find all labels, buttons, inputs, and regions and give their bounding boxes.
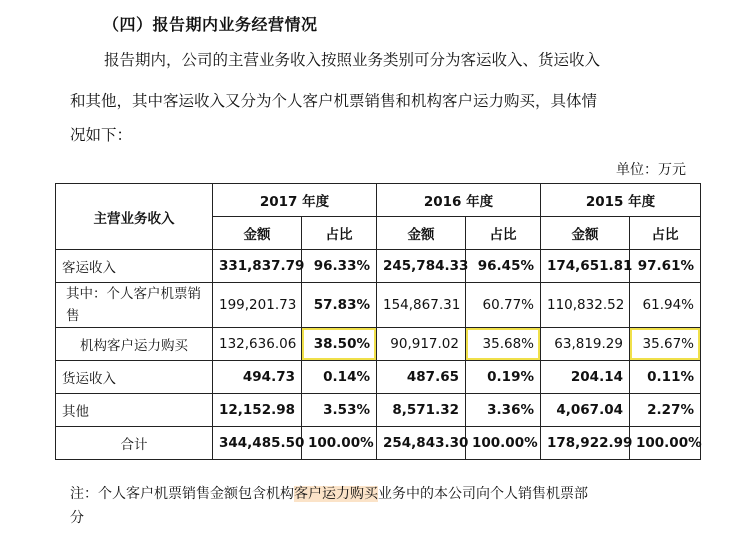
cell-ratio: 2.27% bbox=[630, 394, 701, 427]
cell-amount: 4,067.04 bbox=[541, 394, 630, 427]
cell-ratio: 0.11% bbox=[630, 361, 701, 394]
intro-line-2: 和其他，其中客运收入又分为个人客户机票销售和机构客户运力购买，具体情 bbox=[70, 92, 598, 110]
footnote-suffix: 业务中的本公司向个人销售机票部 bbox=[378, 486, 588, 502]
row-label: 客运收入 bbox=[56, 250, 213, 283]
ratio-header: 占比 bbox=[466, 217, 541, 250]
cell-amount: 331,837.79 bbox=[213, 250, 302, 283]
cell-ratio: 3.36% bbox=[466, 394, 541, 427]
table-row bbox=[56, 283, 701, 328]
cell-ratio: 61.94% bbox=[630, 283, 701, 328]
revenue-table bbox=[55, 183, 701, 460]
cell-amount: 12,152.98 bbox=[213, 394, 302, 427]
row-header-cell: 主营业务收入 bbox=[56, 184, 213, 250]
row-label: 货运收入 bbox=[56, 361, 213, 394]
table-row bbox=[56, 394, 701, 427]
cell-ratio: 0.19% bbox=[466, 361, 541, 394]
table-row bbox=[56, 361, 701, 394]
year-header-2015: 2015 年度 bbox=[541, 184, 701, 217]
intro-line-3: 况如下： bbox=[70, 126, 133, 144]
row-label: 机构客户运力购买 bbox=[56, 328, 213, 361]
row-label: 合计 bbox=[56, 427, 213, 460]
cell-ratio: 60.77% bbox=[466, 283, 541, 328]
cell-amount: 63,819.29 bbox=[541, 328, 630, 361]
cell-ratio: 3.53% bbox=[302, 394, 377, 427]
cell-ratio: 97.61% bbox=[630, 250, 701, 283]
cell-amount: 8,571.32 bbox=[377, 394, 466, 427]
cell-ratio-highlighted: 35.68% bbox=[466, 328, 541, 361]
cell-amount: 90,917.02 bbox=[377, 328, 466, 361]
unit-label: 单位：万元 bbox=[616, 162, 686, 178]
cell-amount: 254,843.30 bbox=[377, 427, 466, 460]
cell-ratio: 100.00% bbox=[466, 427, 541, 460]
cell-ratio: 96.33% bbox=[302, 250, 377, 283]
cell-ratio: 57.83% bbox=[302, 283, 377, 328]
cell-amount: 494.73 bbox=[213, 361, 302, 394]
cell-ratio: 96.45% bbox=[466, 250, 541, 283]
cell-ratio-highlighted: 35.67% bbox=[630, 328, 701, 361]
year-header-2016: 2016 年度 bbox=[377, 184, 541, 217]
table-row bbox=[56, 328, 701, 361]
footnote-line-2: 分 bbox=[70, 510, 84, 526]
ratio-header: 占比 bbox=[302, 217, 377, 250]
cell-ratio: 0.14% bbox=[302, 361, 377, 394]
cell-amount: 245,784.33 bbox=[377, 250, 466, 283]
amount-header: 金额 bbox=[541, 217, 630, 250]
footnote bbox=[70, 482, 710, 506]
row-label: 其中：个人客户机票销售 bbox=[56, 283, 213, 328]
section-title: （四）报告期内业务经营情况 bbox=[103, 15, 318, 34]
cell-amount: 487.65 bbox=[377, 361, 466, 394]
table-row-total bbox=[56, 427, 701, 460]
cell-amount: 174,651.81 bbox=[541, 250, 630, 283]
cell-ratio: 100.00% bbox=[630, 427, 701, 460]
cell-amount: 204.14 bbox=[541, 361, 630, 394]
cell-amount: 110,832.52 bbox=[541, 283, 630, 328]
ratio-header: 占比 bbox=[630, 217, 701, 250]
footnote-prefix: 注：个人客户机票销售金额包含机构 bbox=[70, 486, 294, 502]
table-row bbox=[56, 250, 701, 283]
footnote-highlight: 客户运力购买 bbox=[294, 486, 378, 502]
cell-ratio: 100.00% bbox=[302, 427, 377, 460]
amount-header: 金额 bbox=[213, 217, 302, 250]
cell-amount: 132,636.06 bbox=[213, 328, 302, 361]
cell-amount: 199,201.73 bbox=[213, 283, 302, 328]
year-header-2017: 2017 年度 bbox=[213, 184, 377, 217]
cell-amount: 344,485.50 bbox=[213, 427, 302, 460]
row-label: 其他 bbox=[56, 394, 213, 427]
cell-amount: 154,867.31 bbox=[377, 283, 466, 328]
intro-line-1: 报告期内，公司的主营业务收入按照业务类别可分为客运收入、货运收入 bbox=[104, 51, 601, 69]
cell-ratio-highlighted: 38.50% bbox=[302, 328, 377, 361]
cell-amount: 178,922.99 bbox=[541, 427, 630, 460]
amount-header: 金额 bbox=[377, 217, 466, 250]
